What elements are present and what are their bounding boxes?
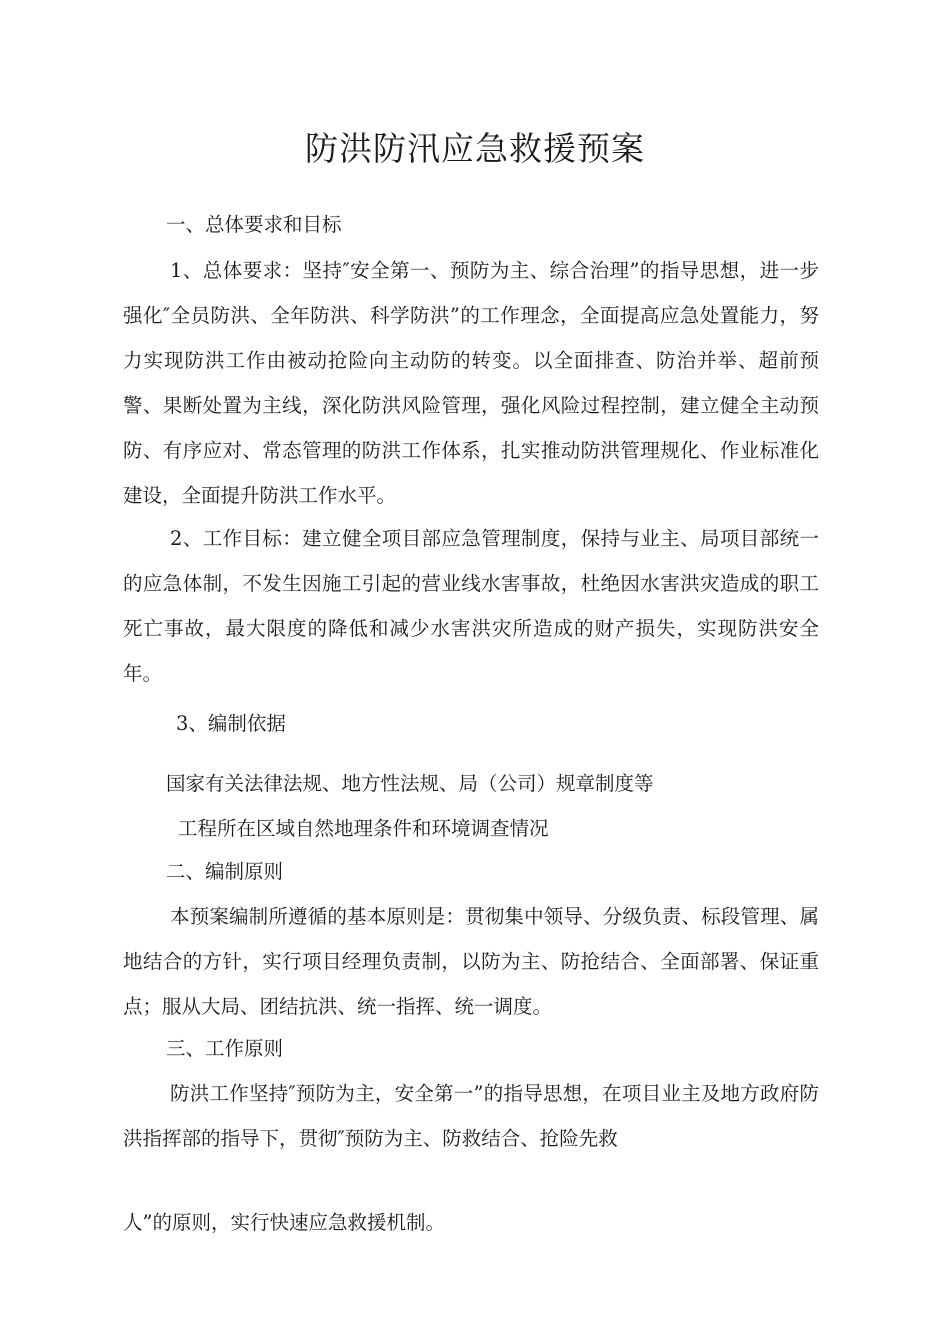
section-heading-2: 二、编制原则 [166, 860, 284, 883]
document-title: 防洪防汛应急救援预案 [305, 129, 645, 168]
paragraph-compilation-principles: 本预案编制所遵循的基本原则是：贯彻集中领导、分级负责、标段管理、属地结合的方针，实行项目经理负责制，以防为主、防抢结合、全面部署、保证重点；服从大局、团结抗洪、统一指挥、统一调度。 [123, 905, 819, 1018]
paragraph-work-objectives: 2、工作目标：建立健全项目部应急管理制度，保持与业主、局项目部统一的应急体制，不发生因施工引起的营业线水害事故，杜绝因水害洪灾造成的职工死亡事故，最大限度的降低和减少水害洪灾所造成的财产损失，实现防洪安全年。 [123, 527, 819, 685]
section-heading-1: 一、总体要求和目标 [166, 213, 342, 236]
paragraph-work-principles: 防洪工作坚持″预防为主，安全第一”的指导思想，在项目业主及地方政府防洪指挥部的指导下，贯彻″预防为主、防救结合、抢险先救 [123, 1082, 819, 1150]
subheading-compilation-basis: 3、编制依据 [176, 712, 286, 735]
paragraph-general-requirements: 1、总体要求：坚持″安全第一、预防为主、综合治理”的指导思想，进一步强化″全员防洪、全年防洪、科学防洪”的工作理念，全面提高应急处置能力，努力实现防洪工作由被动抢险向主动防的转变。以全面排查、防治并举、超前预警、果断处置为主线，深化防洪风险管理，强化风险过程控制，建立健全主动预防、有序应对、常态管理的防洪工作体系，扎实推动防洪管理规化、作业标准化建设，全面提升防洪工作水平。 [123, 259, 819, 507]
paragraph-work-principles-continued: 人”的原则，实行快速应急救援机制。 [123, 1211, 445, 1234]
basis-item-environment: 工程所在区域自然地理条件和环境调查情况 [178, 817, 549, 840]
section-heading-3: 三、工作原则 [166, 1037, 284, 1060]
basis-item-laws: 国家有关法律法规、地方性法规、局（公司）规章制度等 [166, 772, 654, 795]
